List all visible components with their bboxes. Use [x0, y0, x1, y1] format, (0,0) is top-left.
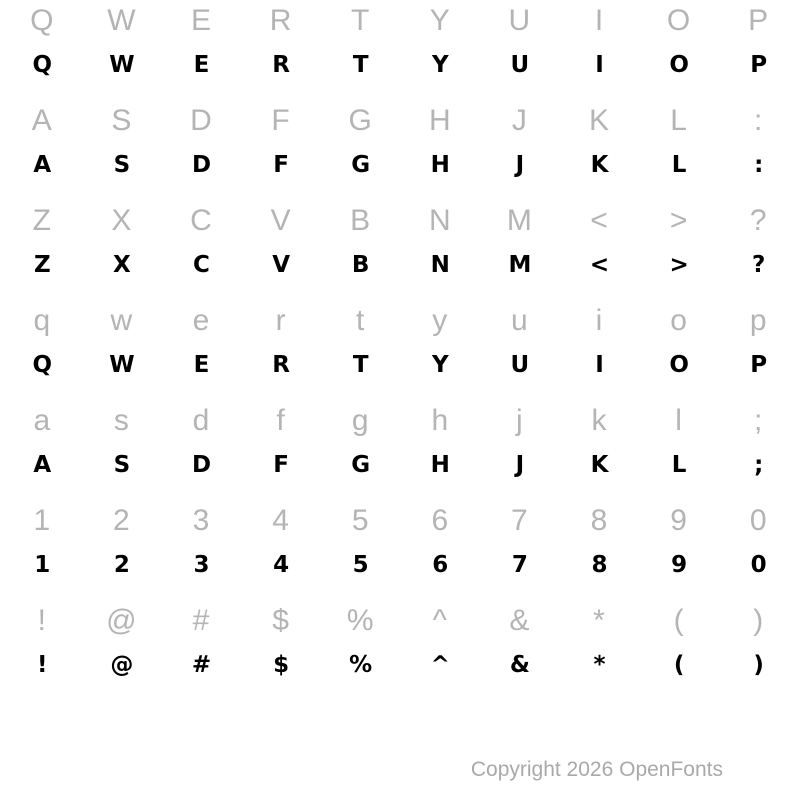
specimen-glyph: 2 — [113, 552, 129, 578]
specimen-glyph: ! — [37, 652, 47, 678]
specimen-glyph: T — [352, 52, 368, 78]
specimen-glyph: A — [33, 452, 51, 478]
reference-glyph: ( — [673, 604, 684, 637]
reference-glyph: @ — [106, 604, 137, 637]
reference-glyph: P — [748, 4, 769, 37]
glyph-row-symbols — [2, 600, 798, 700]
specimen-glyph: 3 — [193, 552, 209, 578]
reference-glyph: g — [351, 404, 369, 437]
specimen-glyph: K — [590, 152, 608, 178]
specimen-glyph: ) — [753, 652, 763, 678]
reference-line — [2, 600, 798, 642]
specimen-line — [2, 442, 798, 488]
reference-line — [2, 400, 798, 442]
reference-glyph: 4 — [272, 504, 289, 537]
specimen-glyph: 7 — [511, 552, 527, 578]
specimen-glyph: I — [595, 52, 603, 78]
reference-glyph: V — [270, 204, 291, 237]
reference-glyph: F — [271, 104, 290, 137]
reference-glyph: t — [356, 304, 365, 337]
reference-glyph: L — [670, 104, 687, 137]
reference-glyph: y — [432, 304, 448, 337]
glyph-row-lowercase-2 — [2, 400, 798, 500]
reference-line — [2, 0, 798, 42]
glyph-bands — [2, 0, 798, 700]
reference-glyph: C — [190, 204, 212, 237]
reference-glyph: M — [506, 204, 532, 237]
reference-glyph: o — [670, 304, 687, 337]
reference-line — [2, 100, 798, 142]
specimen-glyph: U — [510, 52, 529, 78]
reference-glyph: j — [516, 404, 523, 437]
reference-glyph: e — [192, 304, 210, 337]
reference-line — [2, 500, 798, 542]
specimen-glyph: Q — [32, 52, 52, 78]
reference-glyph: K — [588, 104, 609, 137]
reference-glyph: U — [508, 4, 531, 37]
reference-glyph: k — [591, 404, 607, 437]
reference-glyph: 0 — [749, 504, 767, 537]
reference-glyph: 1 — [33, 504, 51, 537]
reference-glyph: l — [675, 404, 682, 437]
specimen-glyph: ( — [673, 652, 684, 678]
specimen-glyph: Q — [32, 352, 52, 378]
specimen-glyph: 6 — [432, 552, 448, 578]
glyph-row-uppercase-2 — [2, 100, 798, 200]
reference-glyph: ^ — [432, 604, 447, 637]
specimen-glyph: * — [593, 652, 605, 678]
specimen-glyph: M — [508, 252, 531, 278]
specimen-glyph: @ — [110, 652, 133, 678]
reference-glyph: w — [110, 304, 133, 337]
reference-glyph: $ — [272, 604, 289, 637]
reference-glyph: Z — [32, 204, 51, 237]
specimen-line — [2, 142, 798, 188]
reference-glyph: > — [669, 204, 688, 237]
specimen-glyph: N — [430, 252, 449, 278]
specimen-glyph: < — [589, 252, 609, 278]
specimen-glyph: G — [351, 152, 370, 178]
specimen-glyph: ^ — [430, 652, 449, 678]
specimen-glyph: X — [113, 252, 130, 278]
specimen-glyph: D — [191, 152, 211, 178]
specimen-glyph: A — [33, 152, 51, 178]
specimen-glyph: 0 — [750, 552, 766, 578]
specimen-glyph: Y — [431, 52, 448, 78]
reference-glyph: ; — [754, 404, 763, 437]
specimen-glyph: D — [191, 452, 211, 478]
reference-glyph: G — [348, 104, 372, 137]
specimen-glyph: I — [595, 352, 603, 378]
specimen-glyph: K — [590, 452, 608, 478]
reference-glyph: D — [190, 104, 212, 137]
specimen-line — [2, 42, 798, 88]
reference-glyph: ! — [37, 604, 46, 637]
reference-glyph: J — [511, 104, 527, 137]
specimen-glyph: # — [191, 652, 211, 678]
reference-glyph: ? — [749, 204, 767, 237]
specimen-glyph: H — [430, 152, 449, 178]
specimen-glyph: G — [351, 452, 370, 478]
reference-glyph: ) — [753, 604, 764, 637]
reference-glyph: A — [31, 104, 52, 137]
specimen-glyph: 1 — [34, 552, 50, 578]
specimen-glyph: P — [750, 352, 767, 378]
specimen-glyph: F — [273, 152, 288, 178]
specimen-glyph: B — [351, 252, 369, 278]
specimen-glyph: O — [669, 52, 688, 78]
reference-glyph: & — [509, 604, 530, 637]
reference-glyph: I — [594, 4, 604, 37]
reference-glyph: 7 — [511, 504, 528, 537]
specimen-glyph: > — [669, 252, 688, 278]
specimen-glyph: H — [430, 452, 449, 478]
reference-glyph: 5 — [351, 504, 369, 537]
reference-glyph: r — [275, 304, 286, 337]
specimen-glyph: O — [669, 352, 688, 378]
specimen-glyph: E — [193, 352, 209, 378]
specimen-glyph: R — [272, 352, 289, 378]
glyph-row-lowercase-1 — [2, 300, 798, 400]
specimen-glyph: E — [193, 52, 209, 78]
reference-glyph: 9 — [670, 504, 687, 537]
specimen-glyph: P — [750, 52, 767, 78]
specimen-glyph: J — [515, 452, 524, 478]
reference-glyph: S — [111, 104, 132, 137]
specimen-glyph: ? — [752, 252, 765, 278]
reference-glyph: h — [431, 404, 449, 437]
glyph-row-uppercase-3 — [2, 200, 798, 300]
specimen-glyph: 5 — [352, 552, 368, 578]
reference-line — [2, 200, 798, 242]
reference-glyph: 3 — [192, 504, 210, 537]
specimen-glyph: T — [352, 352, 368, 378]
reference-glyph: u — [511, 304, 528, 337]
specimen-glyph: ; — [754, 452, 763, 478]
specimen-line — [2, 542, 798, 588]
specimen-line — [2, 642, 798, 688]
reference-glyph: 2 — [113, 504, 130, 537]
specimen-glyph: $ — [273, 652, 289, 678]
reference-glyph: Q — [30, 4, 54, 37]
reference-glyph: 6 — [431, 504, 449, 537]
reference-line — [2, 300, 798, 342]
reference-glyph: i — [595, 304, 603, 337]
specimen-glyph: V — [272, 252, 289, 278]
reference-glyph: d — [192, 404, 210, 437]
reference-glyph: q — [33, 304, 51, 337]
reference-glyph: : — [754, 104, 763, 137]
reference-glyph: f — [276, 404, 285, 437]
specimen-glyph: U — [510, 352, 529, 378]
reference-glyph: T — [351, 4, 370, 37]
specimen-glyph: Z — [33, 252, 50, 278]
specimen-glyph: L — [671, 152, 686, 178]
reference-glyph: % — [346, 604, 374, 637]
specimen-glyph: : — [754, 152, 763, 178]
specimen-glyph: % — [349, 652, 372, 678]
copyright-text: Copyright 2026 OpenFonts — [470, 758, 723, 781]
specimen-glyph: 9 — [671, 552, 687, 578]
reference-glyph: O — [666, 4, 691, 37]
reference-glyph: N — [428, 204, 451, 237]
specimen-glyph: S — [113, 152, 130, 178]
specimen-line — [2, 342, 798, 388]
specimen-glyph: & — [509, 652, 529, 678]
specimen-glyph: W — [109, 52, 134, 78]
reference-glyph: X — [111, 204, 132, 237]
reference-glyph: B — [350, 204, 371, 237]
glyph-row-uppercase-1 — [2, 0, 798, 100]
reference-glyph: p — [749, 304, 767, 337]
reference-glyph: < — [590, 204, 608, 237]
reference-glyph: R — [269, 4, 292, 37]
reference-glyph: H — [428, 104, 451, 137]
specimen-glyph: J — [515, 152, 524, 178]
specimen-glyph: 8 — [591, 552, 607, 578]
specimen-glyph: L — [671, 452, 686, 478]
specimen-glyph: 4 — [273, 552, 289, 578]
specimen-glyph: C — [193, 252, 209, 278]
reference-glyph: a — [33, 404, 51, 437]
reference-glyph: * — [593, 604, 605, 637]
reference-glyph: 8 — [590, 504, 608, 537]
specimen-line — [2, 242, 798, 288]
specimen-glyph: W — [109, 352, 134, 378]
specimen-glyph: S — [113, 452, 130, 478]
specimen-glyph: R — [272, 52, 289, 78]
specimen-glyph: Y — [431, 352, 448, 378]
reference-glyph: W — [107, 4, 136, 37]
reference-glyph: Y — [429, 4, 450, 37]
reference-glyph: # — [192, 604, 210, 637]
reference-glyph: E — [190, 4, 211, 37]
specimen-glyph: F — [273, 452, 288, 478]
glyph-row-digits — [2, 500, 798, 600]
reference-glyph: s — [113, 404, 129, 437]
